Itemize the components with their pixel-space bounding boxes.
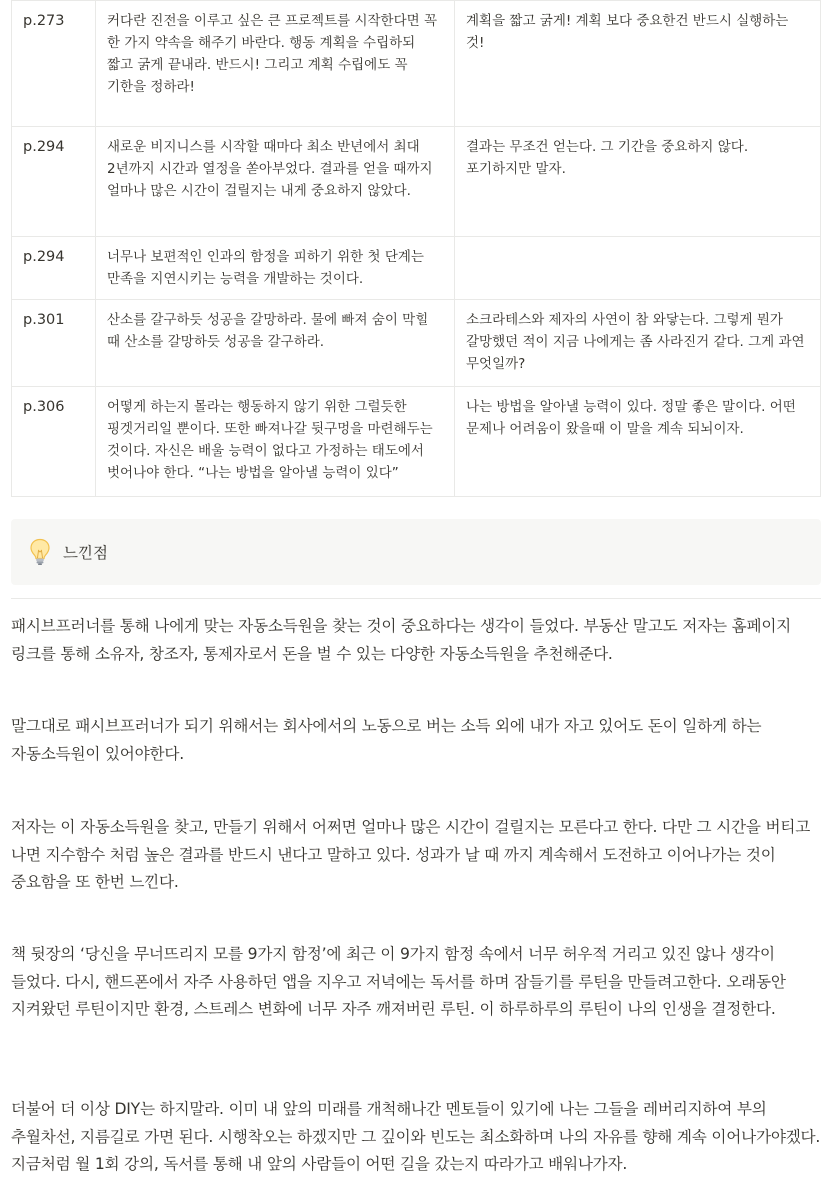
note-cell[interactable]: 결과는 무조건 얻는다. 그 기간을 중요하지 않다. 포기하지만 말자.	[455, 127, 821, 237]
divider	[11, 598, 821, 599]
note-cell[interactable]	[455, 237, 821, 300]
note-cell[interactable]: 소크라테스와 제자의 사연이 참 와닿는다. 그렇게 뭔가 갈망했던 적이 지금 나에게는 좀 사라진거 같다. 그게 과연 무엇일까?	[455, 300, 821, 387]
table-row	[12, 300, 821, 387]
quote-table	[11, 0, 821, 497]
callout-block[interactable]	[11, 519, 821, 585]
paragraph[interactable]: 저자는 이 자동소득원을 찾고, 만들기 위해서 어쩌면 얼마나 많은 시간이 걸릴지는 모른다고 한다. 다만 그 시간을 버티고 나면 지수함수 처럼 높은 결과를 반드시 낸다고 말하고 있다. 성과가 날 때 까지 계속해서 도전하고 이어나가는 것이 중요함을 또 한번 느낀다.	[11, 818, 811, 891]
quote-cell[interactable]: 새로운 비지니스를 시작할 때마다 최소 반년에서 최대 2년까지 시간과 열정을 쏟아부었다. 결과를 얻을 때까지 얼마나 많은 시간이 걸릴지는 내게 중요하지 않았다.	[96, 127, 455, 237]
table-row	[12, 127, 821, 237]
paragraph[interactable]: 말그대로 패시브프러너가 되기 위해서는 회사에서의 노동으로 버는 소득 외에 내가 자고 있어도 돈이 일하게 하는 자동소득원이 있어야한다.	[11, 717, 762, 763]
paragraph[interactable]: 책 뒷장의 ‘당신을 무너뜨리지 모를 9가지 함정’에 최근 이 9가지 함정 속에서 너무 허우적 거리고 있진 않나 생각이 들었다. 다시, 핸드폰에서 자주 사용하던 앱을 지우고 저녁에는 독서를 하며 잠들기를 루틴을 만들려고한다. 오래동안 지켜왔던 루틴이지만 환경, 스트레스 변화에 너무 자주 깨져버린 루틴. 이 하루하루의 루틴이 나의 인생을 결정한다.	[11, 945, 786, 1018]
lightbulb-icon	[29, 538, 51, 566]
table-row	[12, 387, 821, 497]
callout-title: 느낀점	[63, 544, 108, 562]
quote-cell[interactable]: 너무나 보편적인 인과의 함정을 피하기 위한 첫 단계는 만족을 지연시키는 능력을 개발하는 것이다.	[96, 237, 455, 300]
table-row	[12, 1, 821, 127]
page-number-cell[interactable]: p.294	[12, 127, 96, 237]
quote-cell[interactable]: 어떻게 하는지 몰라는 행동하지 않기 위한 그럴듯한 핑겟거리일 뿐이다. 또한 빠져나갈 뒷구멍을 마련해두는 것이다. 자신은 배울 능력이 없다고 가정하는 태도에서 벗어나야 한다. “나는 방법을 알아낼 능력이 있다”	[96, 387, 455, 497]
paragraph[interactable]: 더불어 더 이상 DIY는 하지말라. 이미 내 앞의 미래를 개척해나간 멘토들이 있기에 나는 그들을 레버리지하여 부의 추월차선, 지름길로 가면 된다. 시행착오는 하겠지만 그 깊이와 빈도는 최소화하며 나의 자유를 향해 계속 이어나가야겠다. 지금처럼 월 1회 강의, 독서를 통해 내 앞의 사람들이 어떤 길을 갔는지 따라가고 배워나가자.	[11, 1100, 821, 1173]
page-number-cell[interactable]: p.294	[12, 237, 96, 300]
paragraph[interactable]: 패시브프러너를 통해 나에게 맞는 자동소득원을 찾는 것이 중요하다는 생각이 들었다. 부동산 말고도 저자는 홈페이지 링크를 통해 소유자, 창조자, 통제자로서 돈을 벌 수 있는 다양한 자동소득원을 추천해준다.	[11, 617, 792, 663]
page-number-cell[interactable]: p.306	[12, 387, 96, 497]
note-cell[interactable]: 계획을 짧고 굵게! 계획 보다 중요한건 반드시 실행하는 것!	[455, 1, 821, 127]
quote-cell[interactable]: 커다란 진전을 이루고 싶은 큰 프로젝트를 시작한다면 꼭 한 가지 약속을 해주기 바란다. 행동 계획을 수립하되 짧고 굵게 끝내라. 반드시! 그리고 계획 수립에도 꼭 기한을 정하라!	[96, 1, 455, 127]
table-row	[12, 237, 821, 300]
page-number-cell[interactable]: p.273	[12, 1, 96, 127]
note-cell[interactable]: 나는 방법을 알아낼 능력이 있다. 정말 좋은 말이다. 어떤 문제나 어려움이 왔을때 이 말을 계속 되뇌이자.	[455, 387, 821, 497]
page-number-cell[interactable]: p.301	[12, 300, 96, 387]
quote-cell[interactable]: 산소를 갈구하듯 성공을 갈망하라. 물에 빠져 숨이 막힐 때 산소를 갈망하듯 성공을 갈구하라.	[96, 300, 455, 387]
